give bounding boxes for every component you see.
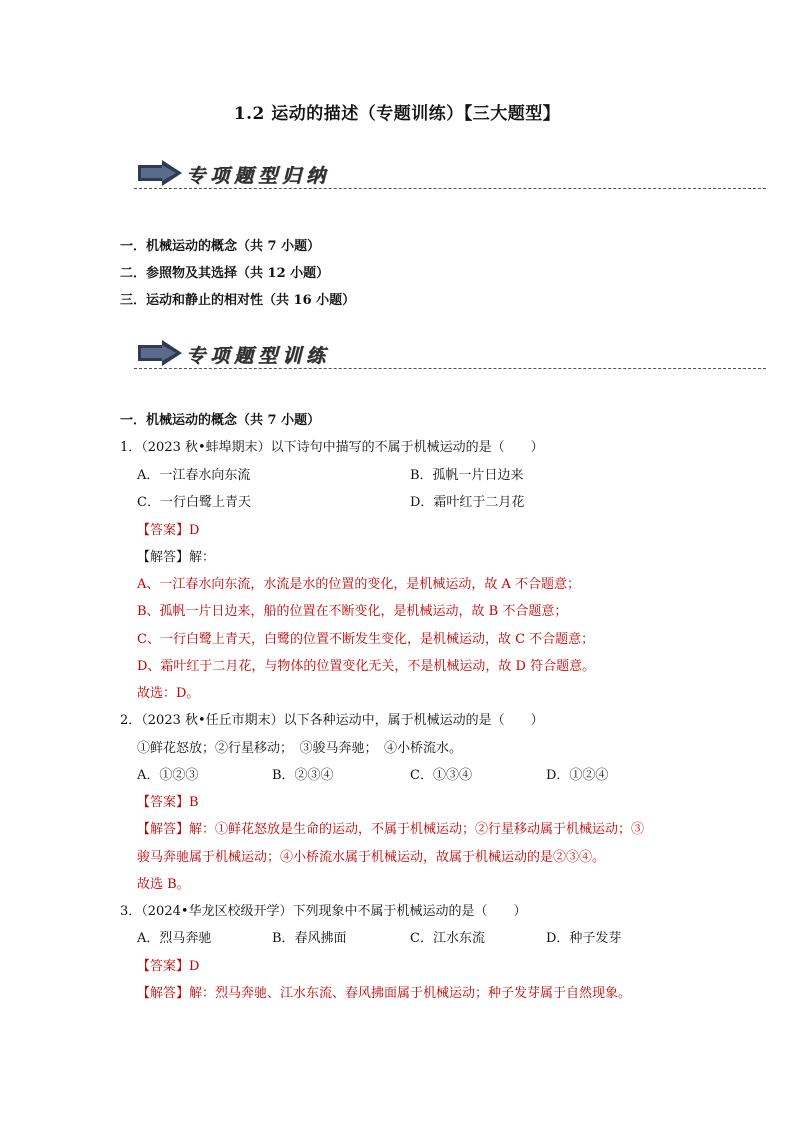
option-a: A．烈马奔驰 bbox=[137, 931, 212, 946]
analysis-label: 【解答】解： bbox=[137, 550, 216, 565]
section-banner-training bbox=[134, 338, 766, 374]
choice-line: 故选：D。 bbox=[137, 686, 200, 701]
option-b: B．孤帆一片日边来 bbox=[410, 468, 524, 483]
section-banner-summary bbox=[134, 158, 766, 194]
explanation-line: A、一江春水向东流，水流是水的位置的变化，是机械运动，故 A 不合题意； bbox=[137, 577, 581, 592]
banner-divider bbox=[134, 188, 766, 189]
summary-item: 一．机械运动的概念（共 7 小题） bbox=[120, 239, 321, 254]
explanation-line: B、孤帆一片日边来，船的位置在不断变化，是机械运动，故 B 不合题意； bbox=[137, 604, 568, 619]
summary-item: 三．运动和静止的相对性（共 16 小题） bbox=[120, 293, 356, 308]
explanation-line: C、一行白鹭上青天，白鹭的位置不断发生变化，是机械运动，故 C 不合题意； bbox=[137, 632, 595, 647]
explanation-line: D、霜叶红于二月花，与物体的位置变化无关，不是机械运动，故 D 符合题意。 bbox=[137, 659, 596, 674]
choice-line: 故选 B。 bbox=[137, 877, 190, 892]
option-c: C．江水东流 bbox=[410, 931, 485, 946]
option-b: B．春风拂面 bbox=[272, 931, 347, 946]
answer: 【答案】D bbox=[137, 959, 200, 974]
arrow-icon bbox=[138, 340, 182, 366]
option-d: D．①②④ bbox=[546, 768, 609, 783]
option-c: C．一行白鹭上青天 bbox=[137, 495, 251, 510]
section-heading: 一．机械运动的概念（共 7 小题） bbox=[120, 413, 321, 428]
analysis-line: 【解答】解：烈马奔驰、江水东流、春风拂面属于机械运动；种子发芽属于自然现象。 bbox=[137, 986, 632, 1001]
answer: 【答案】B bbox=[137, 795, 199, 810]
option-d: D．种子发芽 bbox=[546, 931, 622, 946]
option-d: D．霜叶红于二月花 bbox=[410, 495, 525, 510]
banner-divider bbox=[134, 368, 766, 369]
summary-item: 二．参照物及其选择（共 12 小题） bbox=[120, 266, 330, 281]
page-title: 1.2 运动的描述（专题训练）【三大题型】 bbox=[233, 104, 561, 124]
question-stem: 1．（2023 秋•蚌埠期末）以下诗句中描写的不属于机械运动的是（ ） bbox=[120, 440, 544, 455]
option-a: A．一江春水向东流 bbox=[137, 468, 251, 483]
arrow-icon bbox=[138, 160, 182, 186]
question-stem: 3．（2024•华龙区校级开学）下列现象中不属于机械运动的是（ ） bbox=[120, 904, 527, 919]
question-items: ①鲜花怒放；②行星移动； ③骏马奔驰； ④小桥流水。 bbox=[137, 741, 463, 756]
banner-label: 专项题型训练 bbox=[186, 345, 331, 367]
option-c: C．①③④ bbox=[410, 768, 472, 783]
answer: 【答案】D bbox=[137, 523, 200, 538]
analysis-line: 【解答】解：①鲜花怒放是生命的运动，不属于机械运动；②行星移动属于机械运动；③ bbox=[137, 822, 645, 837]
banner-label: 专项题型归纳 bbox=[186, 165, 331, 187]
analysis-line: 骏马奔驰属于机械运动；④小桥流水属于机械运动，故属于机械运动的是②③④。 bbox=[137, 850, 606, 865]
question-stem: 2．（2023 秋•任丘市期末）以下各种运动中，属于机械运动的是（ ） bbox=[120, 713, 544, 728]
option-b: B．②③④ bbox=[272, 768, 334, 783]
option-a: A．①②③ bbox=[137, 768, 199, 783]
